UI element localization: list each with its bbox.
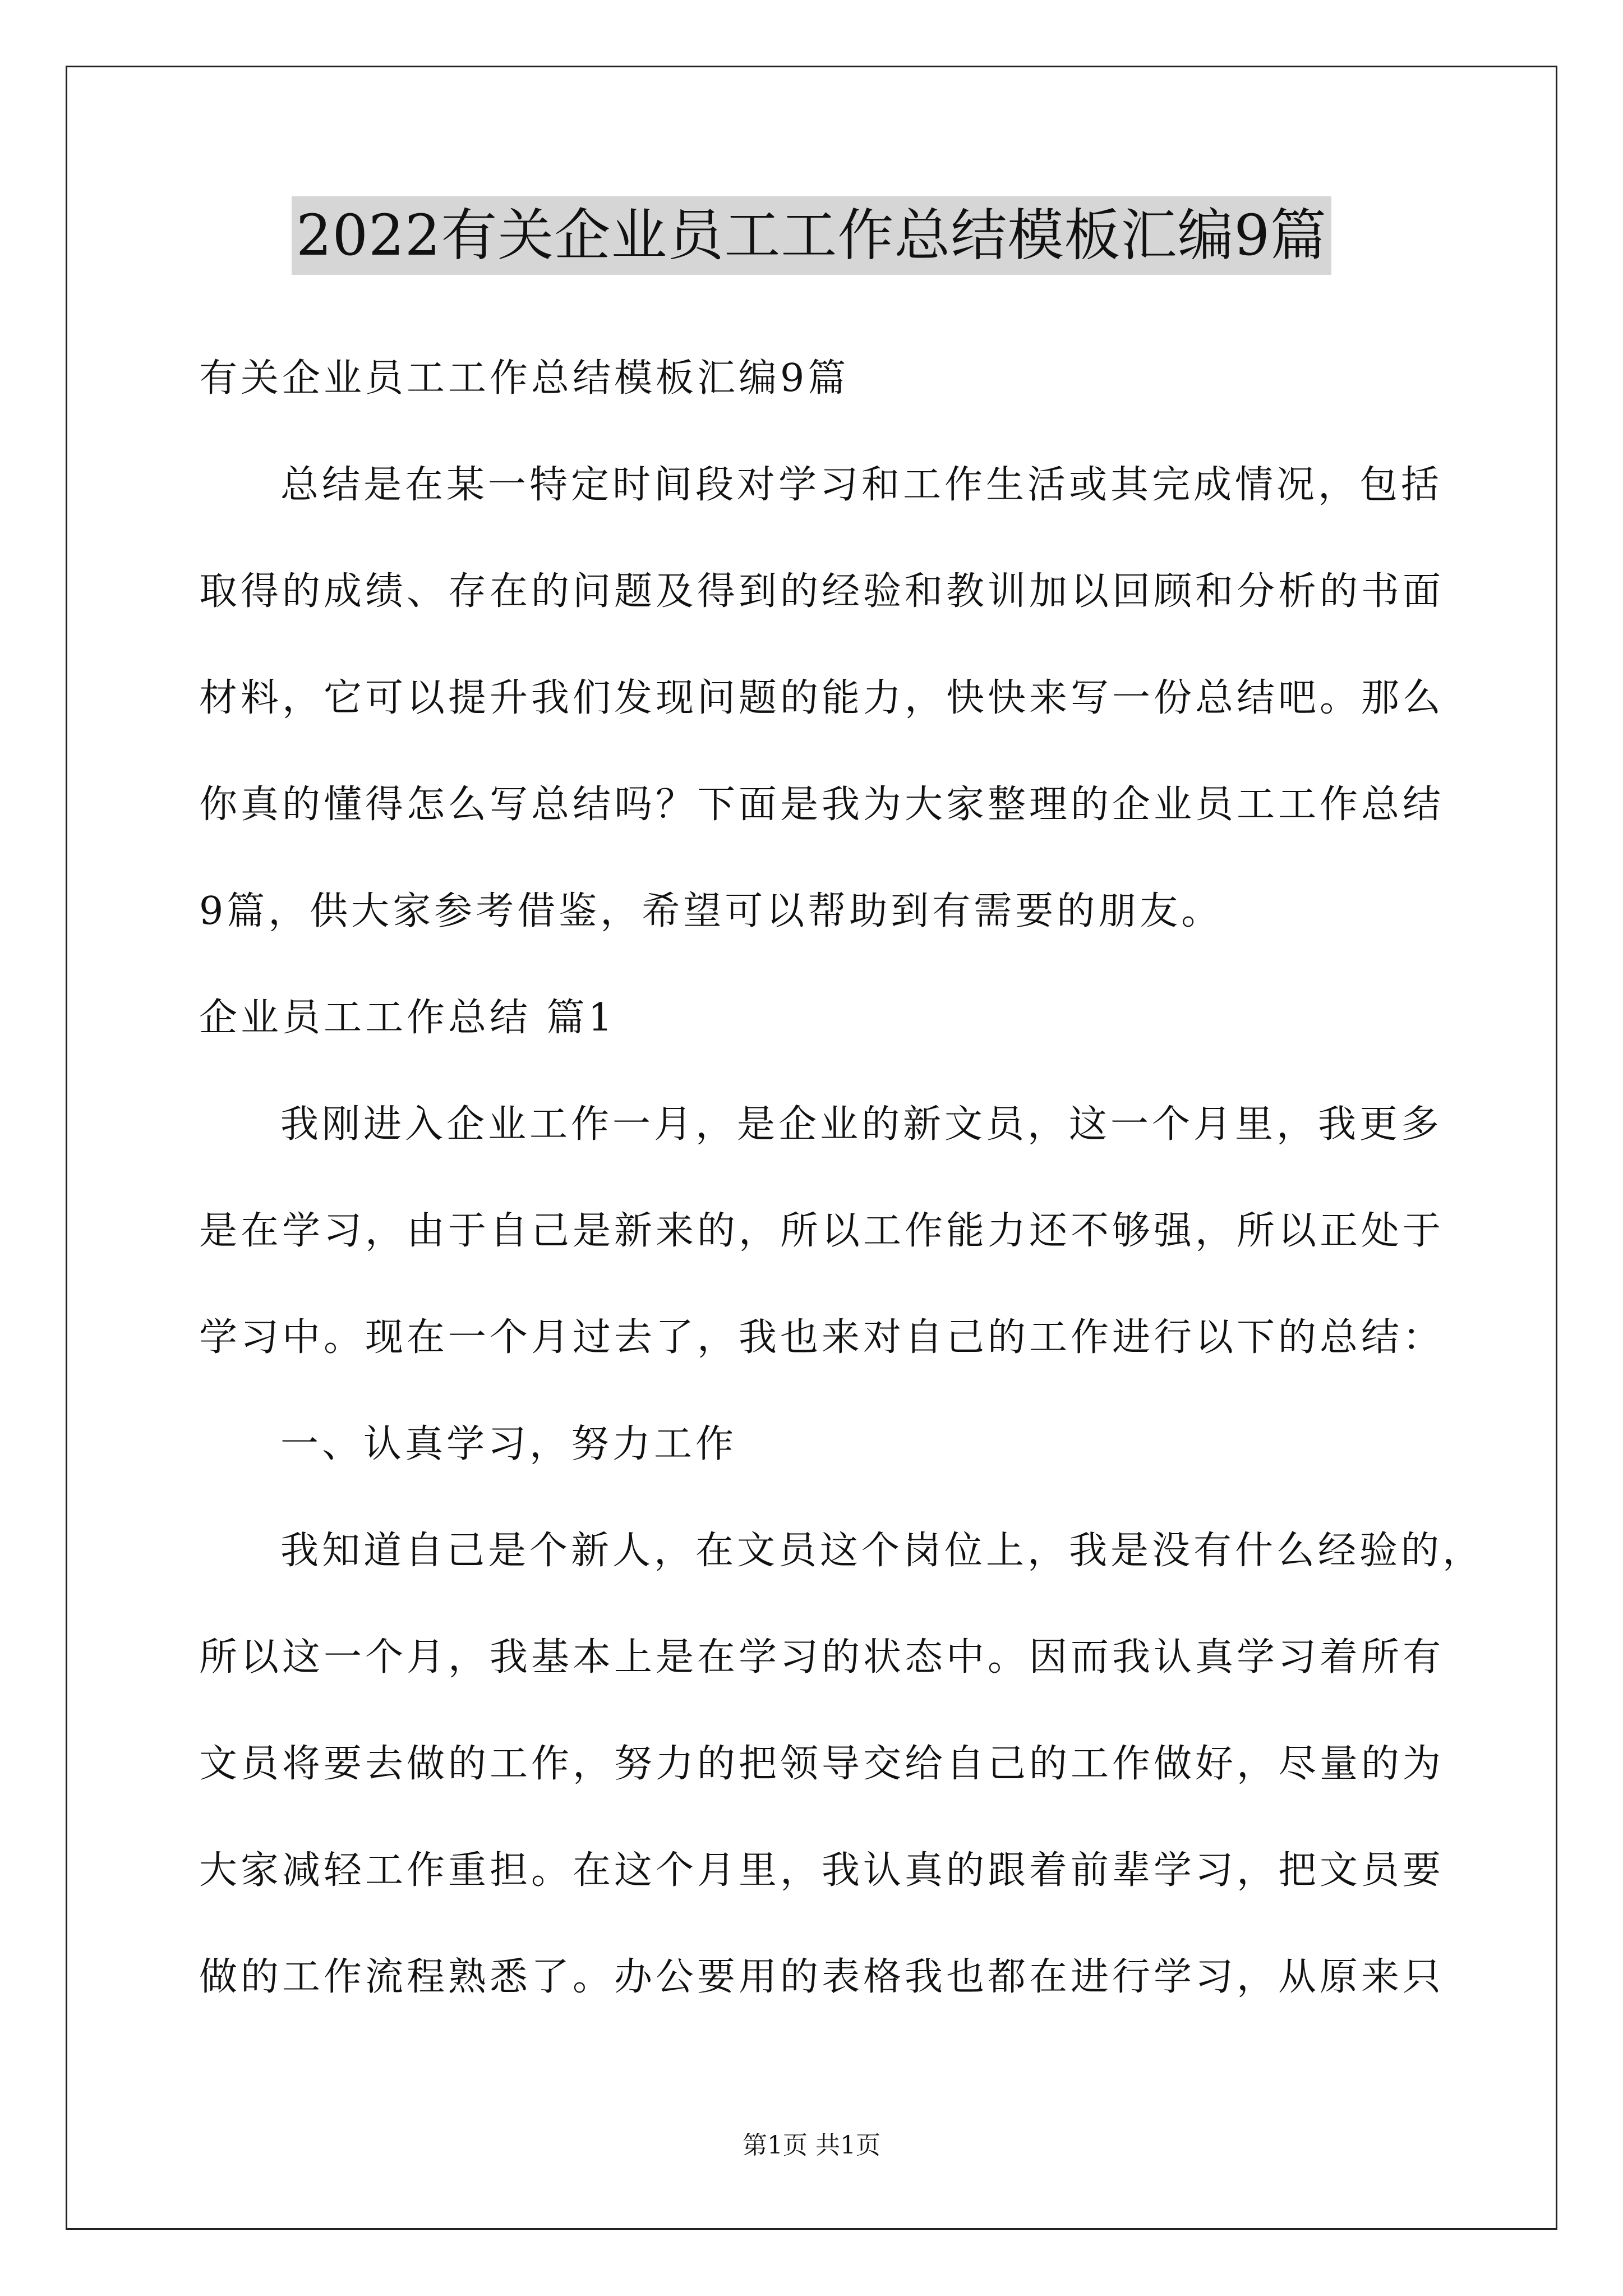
- paragraph-line: 文员将要去做的工作，努力的把领导交给自己的工作做好，尽量的为: [199, 1742, 1445, 1786]
- title-container: [0, 196, 1623, 275]
- paragraph-line: 我刚进入企业工作一月，是企业的新文员，这一个月里，我更多: [280, 1102, 1443, 1147]
- section-heading: 企业员工工作总结 篇1: [199, 996, 616, 1040]
- paragraph-line: 学习中。现在一个月过去了，我也来对自己的工作进行以下的总结：: [199, 1315, 1445, 1360]
- paragraph-line: 我知道自己是个新人，在文员这个岗位上，我是没有什么经验的，: [280, 1529, 1484, 1573]
- paragraph-line: 做的工作流程熟悉了。办公要用的表格我也都在进行学习，从原来只: [199, 1955, 1445, 1999]
- paragraph-line: 所以这一个月，我基本上是在学习的状态中。因而我认真学习着所有: [199, 1635, 1445, 1680]
- paragraph-line: 大家减轻工作重担。在这个月里，我认真的跟着前辈学习，把文员要: [199, 1848, 1445, 1893]
- page-footer: 第1页 共1页: [743, 2131, 880, 2160]
- document-title: 2022有关企业员工工作总结模板汇编9篇: [292, 196, 1331, 275]
- paragraph-line: 取得的成绩、存在的问题及得到的经验和教训加以回顾和分析的书面: [199, 569, 1445, 614]
- subtitle-line: 有关企业员工工作总结模板汇编9篇: [199, 356, 850, 401]
- paragraph-line: 材料，它可以提升我们发现问题的能力，快快来写一份总结吧。那么: [199, 676, 1445, 720]
- paragraph-line: 你真的懂得怎么写总结吗？下面是我为大家整理的企业员工工作总结: [199, 783, 1445, 827]
- paragraph-line: 是在学习，由于自己是新来的，所以工作能力还不够强，所以正处于: [199, 1209, 1445, 1253]
- paragraph-line: 总结是在某一特定时间段对学习和工作生活或其完成情况，包括: [280, 463, 1443, 507]
- subsection-heading: 一、认真学习，努力工作: [280, 1422, 737, 1466]
- paragraph-line: 9篇，供大家参考借鉴，希望可以帮助到有需要的朋友。: [199, 889, 1223, 933]
